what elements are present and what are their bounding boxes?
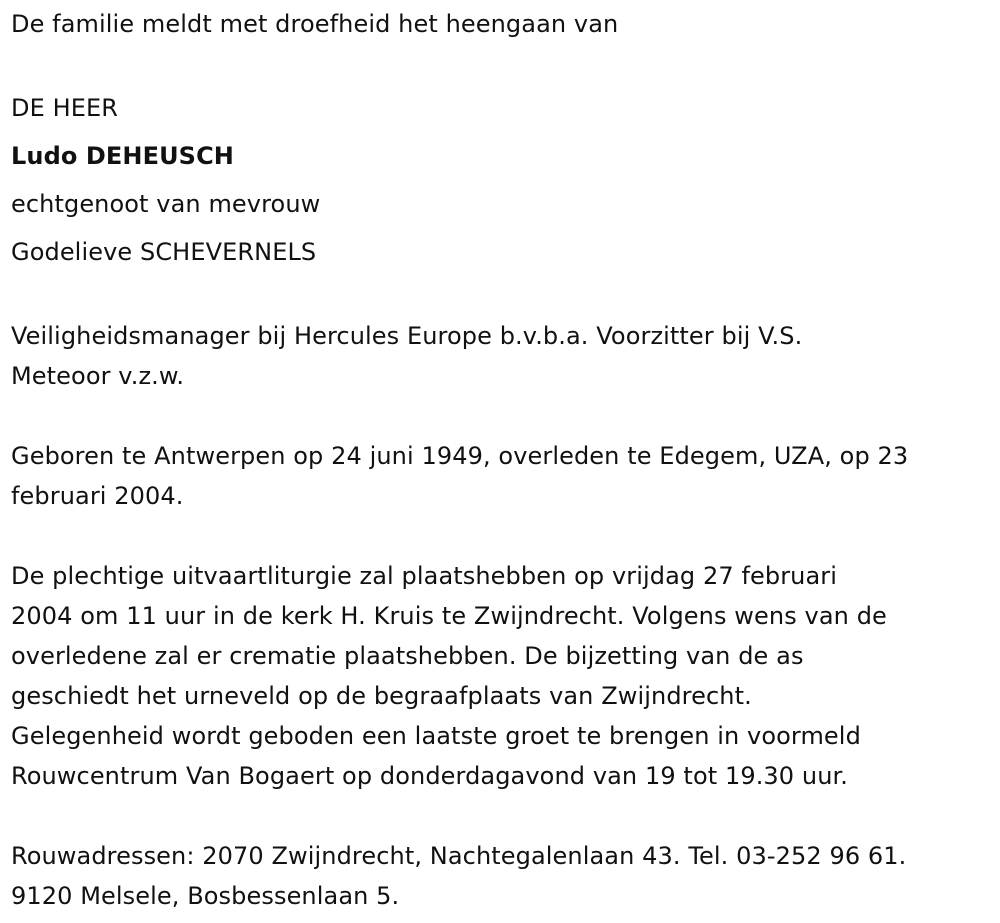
ceremony-paragraph	[11, 556, 1000, 796]
spouse-name: Godelieve SCHEVERNELS	[11, 238, 317, 266]
paragraph-line: 9120 Melsele, Bosbessenlaan 5.	[11, 882, 400, 910]
occupation-paragraph	[11, 316, 1000, 396]
paragraph-line: overledene zal er crematie plaatshebben. De bijzetting van de as	[11, 642, 804, 670]
paragraph-line: Rouwadressen: 2070 Zwijndrecht, Nachtegalenlaan 43. Tel. 03-252 96 61.	[11, 842, 907, 870]
paragraph-line: Meteoor v.z.w.	[11, 362, 185, 390]
deceased-name: Ludo DEHEUSCH	[11, 142, 234, 170]
paragraph-line: geschiedt het urneveld op de begraafplaats van Zwijndrecht.	[11, 682, 752, 710]
deceased-header	[11, 84, 1000, 276]
birth-death-paragraph	[11, 436, 1000, 516]
paragraph-line: februari 2004.	[11, 482, 184, 510]
spacer	[11, 44, 1000, 84]
paragraph-line: 2004 om 11 uur in de kerk H. Kruis te Zwijndrecht. Volgens wens van de	[11, 602, 887, 630]
spacer	[11, 276, 1000, 316]
paragraph-line: Gelegenheid wordt geboden een laatste groet te brengen in voormeld	[11, 722, 861, 750]
spacer	[11, 396, 1000, 436]
spacer	[11, 796, 1000, 836]
honorific-title: DE HEER	[11, 94, 119, 122]
intro-text: De familie meldt met droefheid het heengaan van	[11, 10, 619, 38]
spouse-label: echtgenoot van mevrouw	[11, 190, 321, 218]
paragraph-line: Geboren te Antwerpen op 24 juni 1949, overleden te Edegem, UZA, op 23	[11, 442, 909, 470]
spacer	[11, 516, 1000, 556]
paragraph-line: De plechtige uitvaartliturgie zal plaatshebben op vrijdag 27 februari	[11, 562, 838, 590]
paragraph-line: Veiligheidsmanager bij Hercules Europe b.v.b.a. Voorzitter bij V.S.	[11, 322, 803, 350]
paragraph-line: Rouwcentrum Van Bogaert op donderdagavond van 19 tot 19.30 uur.	[11, 762, 849, 790]
addresses-paragraph	[11, 836, 1000, 916]
